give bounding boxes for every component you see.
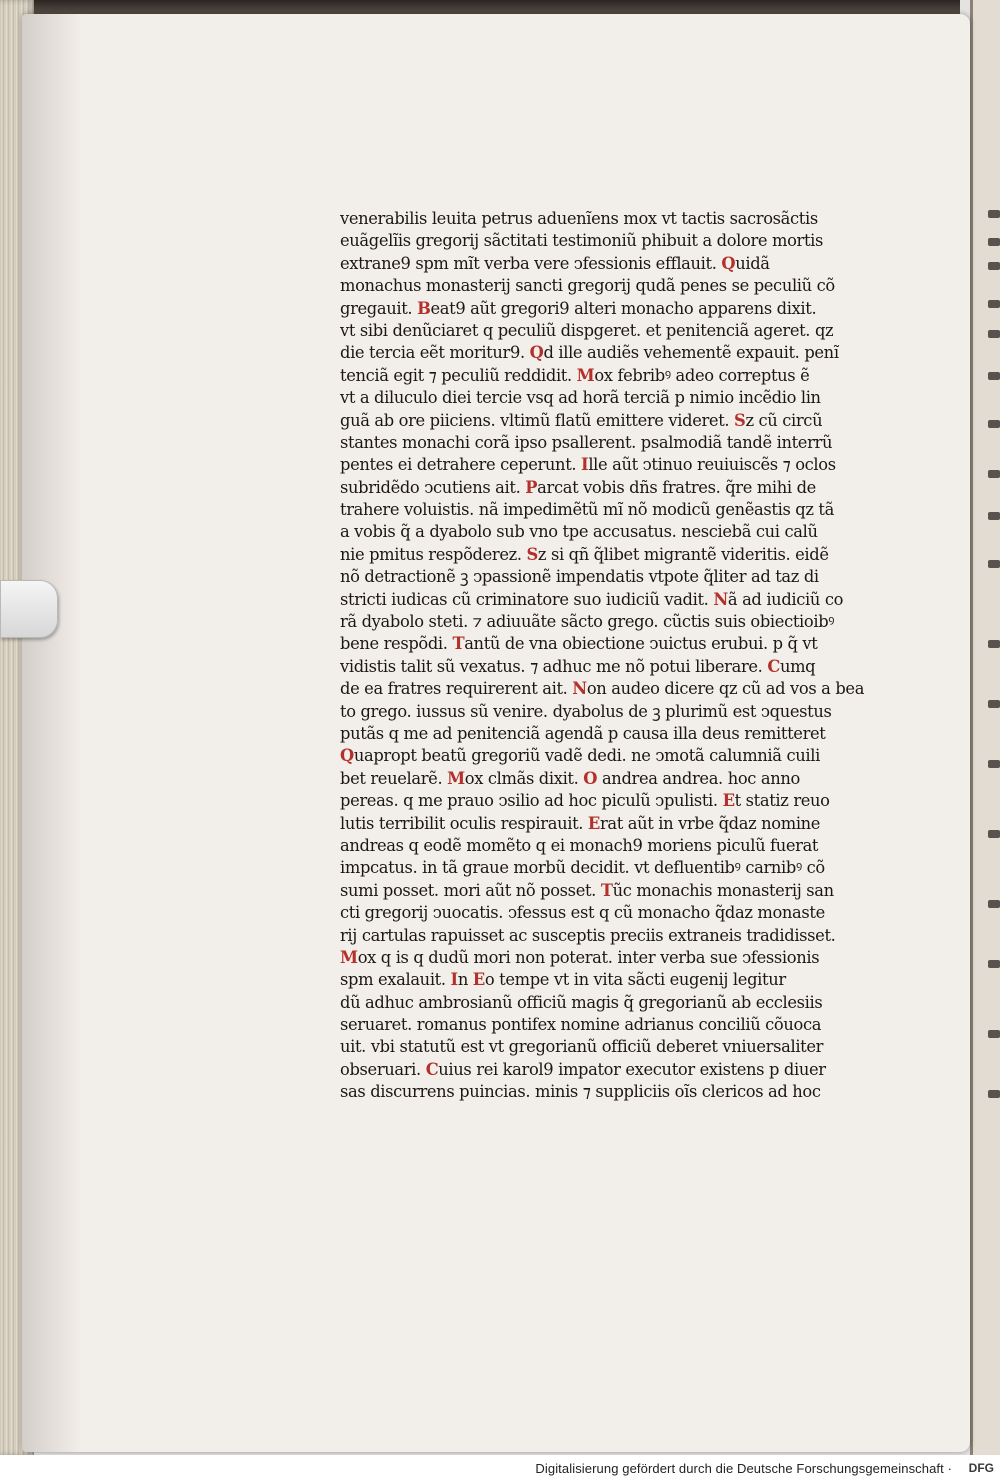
rubricated-initial: N <box>572 679 587 699</box>
text-segment: guã ab ore piiciens. vltimũ flatũ emittere videret. <box>340 410 735 430</box>
text-line <box>340 454 910 476</box>
rubricated-initial: B <box>417 298 431 318</box>
text-segment: antũ de vna obiectione ↄuictus erubui. p q̃ vt <box>464 634 818 654</box>
text-segment: andreas q eodẽ momẽto q ei monach9 moriens piculũ fuerat <box>340 835 819 855</box>
text-line <box>340 701 910 723</box>
text-segment: cti gregorij ↄuocatis. ↄfessus est q cũ monacho q̃daz monaste <box>340 903 825 923</box>
text-line <box>340 544 910 566</box>
text-line <box>340 365 910 387</box>
text-segment: lutis terribilit oculis respirauit. <box>340 813 588 833</box>
text-line <box>340 566 910 588</box>
text-segment: euãgelĩis gregorij sãctitati testimoniũ phibuit a dolore mortis <box>340 231 824 251</box>
rubricated-initial: C <box>425 1059 439 1079</box>
text-segment: gregauit. <box>340 298 418 318</box>
text-segment: arcat vobis dñs fratres. q̃re mihi de <box>537 477 816 497</box>
text-segment: umq <box>779 656 816 676</box>
text-segment: nõ detractionẽ ꝫ ↄpassionẽ impendatis vtpote q̃liter ad taz di <box>340 567 819 587</box>
text-segment: extrane9 spm mĩt verba vere ↄfessionis efflauit. <box>340 253 722 273</box>
text-line <box>340 925 910 947</box>
text-segment: eat9 aũt gregori9 alteri monacho apparens dixit. <box>430 298 817 318</box>
text-segment: lle aũt ↄtinuo reuiuiscẽs ⁊ oclos <box>588 455 836 475</box>
text-segment: subridẽdo ↄcutiens ait. <box>340 477 526 497</box>
text-segment: trahere voluistis. nã impedimẽtũ mĩ nõ modicũ genẽastis qz tã <box>340 500 834 520</box>
rubricated-initial: O <box>583 768 598 788</box>
text-segment: monachus monasterij sancti gregorij qudã penes se peculiũ cõ <box>340 276 835 296</box>
text-segment: ox febribꝰ adeo correptus ẽ <box>594 365 810 385</box>
text-line <box>340 410 910 432</box>
text-segment: impcatus. in tã graue morbũ decidit. vt defluentibꝰ carnibꝰ cõ <box>340 858 825 878</box>
page-gutter-shadow <box>22 14 82 1452</box>
text-line <box>340 880 910 902</box>
text-line <box>340 611 910 633</box>
text-segment: on audeo dicere qz cũ ad vos a bea <box>586 679 865 699</box>
text-segment: ox q is q dudũ mori non poterat. inter verba sue ↄfessionis <box>357 947 820 967</box>
text-line <box>340 992 910 1014</box>
text-segment: a vobis q̃ a dyabolo sub vno tpe accusatus. nesciebã cui calũ <box>340 522 818 542</box>
text-line <box>340 208 910 230</box>
text-segment: n <box>457 970 473 990</box>
text-segment: pereas. q me prauo ↄsilio ad hoc piculũ ↄpulisti. <box>340 791 723 811</box>
text-segment: ũc monachis monasterij san <box>612 880 834 900</box>
text-segment: z cũ circũ <box>745 410 823 430</box>
text-line <box>340 1036 910 1058</box>
text-line <box>340 253 910 275</box>
text-line <box>340 633 910 655</box>
text-segment: vidistis talit sũ vexatus. ⁊ adhuc me nõ potui liberare. <box>340 656 768 676</box>
text-segment: uidã <box>735 253 770 273</box>
text-segment: d ille audiẽs vehementẽ expauit. penĩ <box>543 343 839 363</box>
text-line <box>340 342 910 364</box>
text-segment: stricti iudicas cũ criminatore suo iudiciũ vadit. <box>340 589 714 609</box>
facing-page-edge <box>970 0 1000 1455</box>
rubricated-initial: T <box>600 880 613 900</box>
text-segment: ã ad iudiciũ co <box>727 589 844 609</box>
text-line <box>340 432 910 454</box>
text-segment: tenciã egit ⁊ peculiũ reddidit. <box>340 365 577 385</box>
text-segment: ox clmãs dixit. <box>464 768 584 788</box>
rubricated-initial: M <box>340 947 358 967</box>
text-segment: uit. vbi statutũ est vt gregorianũ officiũ deberet vniuersaliter <box>340 1037 824 1057</box>
text-segment: sumi posset. mori aũt nõ posset. <box>340 880 601 900</box>
rubricated-initial: M <box>447 768 465 788</box>
text-segment: bet reuelarẽ. <box>340 768 448 788</box>
rubricated-initial: E <box>722 791 735 811</box>
rubricated-initial: N <box>713 589 728 609</box>
text-line <box>340 656 910 678</box>
rubricated-initial: Q <box>721 253 736 273</box>
text-segment: de ea fratres requirerent ait. <box>340 679 573 699</box>
text-line <box>340 320 910 342</box>
text-line <box>340 275 910 297</box>
text-line <box>340 499 910 521</box>
text-segment: obseruari. <box>340 1059 426 1079</box>
text-line <box>340 521 910 543</box>
text-line <box>340 1014 910 1036</box>
text-line <box>340 745 910 767</box>
page-clip-marker <box>0 580 58 638</box>
text-segment: to grego. iussus sũ venire. dyabolus de ꝫ plurimũ est ↄquestus <box>340 701 832 721</box>
text-line <box>340 230 910 252</box>
text-line <box>340 1081 910 1103</box>
text-segment: andrea andrea. hoc anno <box>597 768 800 788</box>
text-segment: putãs q me ad penitenciã agendã p causa illa deus remitteret <box>340 723 826 743</box>
footer-bar <box>0 1455 1000 1483</box>
text-line <box>340 857 910 879</box>
rubricated-initial: E <box>587 813 600 833</box>
text-line <box>340 477 910 499</box>
text-segment: rã dyabolo steti. ⁊ adiuuãte sãcto grego. cũctis suis obiectioibꝰ <box>340 612 835 632</box>
rubricated-initial: P <box>525 477 538 497</box>
text-line <box>340 947 910 969</box>
rubricated-initial: T <box>452 634 465 654</box>
text-segment: sas discurrens puincias. minis ⁊ suppliciis oĩs clericos ad hoc <box>340 1082 821 1102</box>
text-line <box>340 902 910 924</box>
text-line <box>340 589 910 611</box>
rubricated-initial: M <box>576 365 595 385</box>
dfg-logo: DFG <box>968 1461 994 1475</box>
text-line <box>340 969 910 991</box>
text-line <box>340 1059 910 1081</box>
rubricated-initial: Q <box>529 343 544 363</box>
text-line <box>340 298 910 320</box>
funding-credit: Digitalisierung gefördert durch die Deutsche Forschungsgemeinschaft · <box>535 1461 952 1476</box>
rubricated-initial: S <box>526 544 538 564</box>
incunabulum-text-column <box>340 208 910 1104</box>
text-line <box>340 678 910 700</box>
text-line <box>340 723 910 745</box>
text-line <box>340 387 910 409</box>
text-segment: die tercia eẽt moritur9. <box>340 343 530 363</box>
rubricated-initial: I <box>450 970 458 990</box>
rubricated-initial: I <box>581 455 589 475</box>
text-segment: pentes ei detrahere ceperunt. <box>340 455 582 475</box>
text-segment: dũ adhuc ambrosianũ officiũ magis q̃ gregorianũ ab ecclesiis <box>340 992 823 1012</box>
text-segment: uius rei karol9 impator executor existens p diuer <box>438 1059 826 1079</box>
text-segment: o tempe vt in vita sãcti eugenij legitur <box>484 970 786 990</box>
text-segment: uapropt beatũ gregoriũ vadẽ dedi. ne ↄmotã calumniã cuili <box>353 746 820 766</box>
text-segment: vt a diluculo diei tercie vsq ad horã terciã p nimio incẽdio lin <box>340 388 821 408</box>
rubricated-initial: S <box>734 410 746 430</box>
text-segment: stantes monachi corã ipso psallerent. psalmodiã tandẽ interrũ <box>340 432 833 452</box>
text-segment: venerabilis leuita petrus aduenĩens mox vt tactis sacrosãctis <box>340 209 818 228</box>
text-segment: nie pmitus respõderez. <box>340 544 527 564</box>
text-line <box>340 768 910 790</box>
text-segment: rat aũt in vrbe q̃daz nomine <box>599 813 821 833</box>
text-line <box>340 790 910 812</box>
rubricated-initial: Q <box>340 746 354 766</box>
text-segment: vt sibi denũciaret q peculiũ dispgeret. et penitenciã ageret. qz <box>340 320 834 340</box>
text-segment: seruaret. romanus pontifex nomine adrianus conciliũ cõuoca <box>340 1015 822 1035</box>
text-segment: spm exalauit. <box>340 970 451 990</box>
text-line <box>340 813 910 835</box>
rubricated-initial: E <box>472 970 485 990</box>
text-line <box>340 835 910 857</box>
rubricated-initial: C <box>767 656 780 676</box>
text-segment: z si qñ q̃libet migrantẽ videritis. eidẽ <box>537 544 829 564</box>
text-segment: rij cartulas rapuisset ac susceptis preciis extraneis tradidisset. <box>340 925 836 945</box>
text-segment: t statiz reuo <box>734 791 830 811</box>
text-segment: bene respõdi. <box>340 634 453 654</box>
